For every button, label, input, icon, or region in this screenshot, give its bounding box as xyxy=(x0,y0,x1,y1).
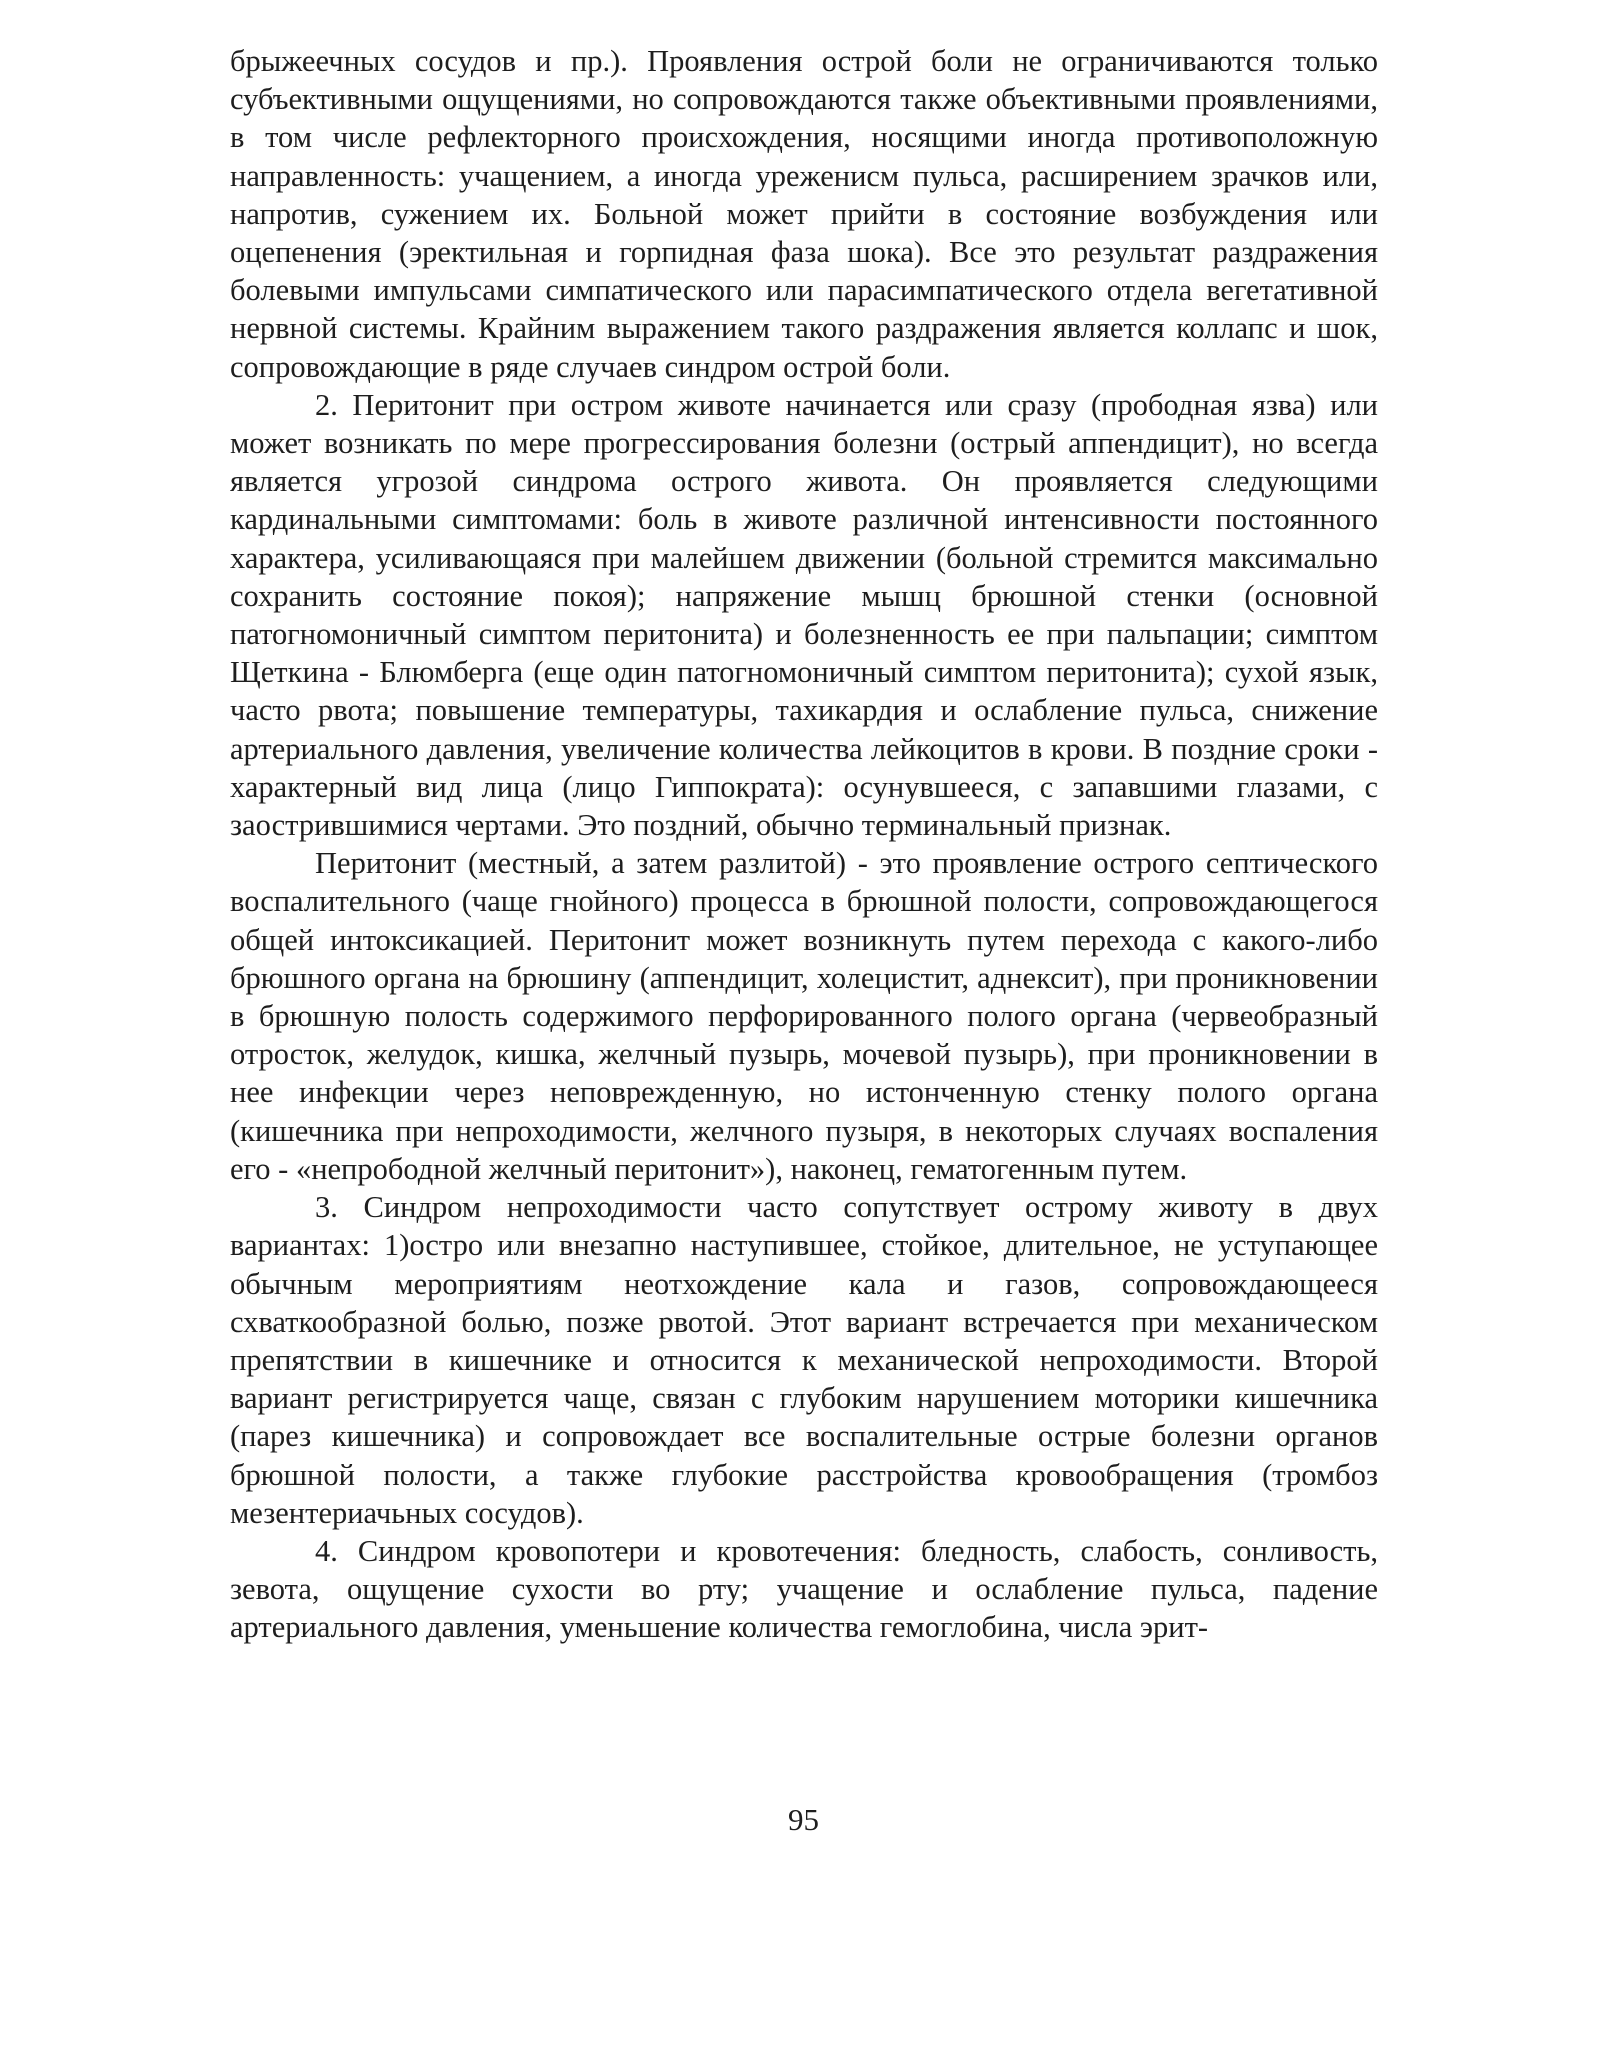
body-text xyxy=(230,42,1378,1647)
paragraph-peritonitis-syndrome: 2. Перитонит при остром животе начинается или сразу (прободная язва) или может возникать по мере прогрессирования болезни (острый аппендицит), но всегда является угрозой синдрома острого живота. Он проявляется следующими кардинальными симптомами: боль в животе различной интенсивности постоянного характера, усиливающаяся при малейшем движении (больной стремится максимально сохранить состояние покоя); напряжение мышц брюшной стенки (основной патогномоничный симптом перитонита) и болезненность ее при пальпации; симптом Щеткина - Блюмберга (еще один патогномоничный симптом перитонита); сухой язык, часто рвота; повышение температуры, тахикардия и ослабление пульса, снижение артериального давления, увеличение количества лейкоцитов в крови. В поздние сроки - характерный вид лица (лицо Гиппократа): осунувшееся, с запавшими глазами, с заострившимися чертами. Это поздний, обычно терминальный признак. xyxy=(230,387,1378,843)
page-number: 95 xyxy=(788,1802,819,1837)
paragraph-acute-pain-continuation: брыжеечных сосудов и пр.). Проявления острой боли не ограничиваются только субъективными ощущениями, но сопровождаются также объективными проявлениями, в том числе рефлекторного происхождения, носящими иногда противоположную направленность: учащением, а иногда урежениcм пульса, расширением зрачков или, напротив, сужением их. Больной может прийти в состояние возбуждения или оцепенения (эректильная и горпидная фаза шока). Все это результат раздражения болевыми импульсами симпатического или парасимпатического отдела вегетативной нервной системы. Крайним выражением такого раздражения является коллапс и шок, сопровождающие в ряде случаев синдром острой боли. xyxy=(230,44,1378,384)
paragraph-blood-loss-syndrome: 4. Синдром кровопотери и кровотечения: бледность, слабость, сонливость, зевота, ощущение сухости во рту; учащение и ослабление пульса, падение артериального давления, уменьшение количества гемоглобина, числа эрит- xyxy=(230,1533,1378,1645)
paragraph-obstruction-syndrome: 3. Синдром непроходимости часто сопутствует острому животу в двух вариантах: 1)остро или внезапно наступившее, стойкое, длительное, не уступающее обычным мероприятиям неотхождение кала и газов, сопровождающееся схваткообразной болью, позже рвотой. Этот вариант встречается при механическом препятствии в кишечнике и относится к механической непроходимости. Второй вариант регистрируется чаще, связан с глубоким нарушением моторики кишечника (парез кишечника) и сопровождает все воспалительные острые болезни органов брюшной полости, а также глубокие расстройства кровообращения (тромбоз мезентериачьных сосудов). xyxy=(230,1190,1378,1530)
paragraph-peritonitis-definition: Перитонит (местный, а затем разлитой) - это проявление острого септического воспалительного (чаще гнойного) процесса в брюшной полости, сопровождающегося общей интоксикацией. Перитонит может возникнуть путем перехода с какого-либо брюшного органа на брюшину (аппендицит, холецистит, аднексит), при проникновении в брюшную полость содержимого перфорированного полого органа (червеобразный отросток, желудок, кишка, желчный пузырь, мочевой пузырь), при проникновении в нее инфекции через неповрежденную, но истонченную стенку полого органа (кишечника при непроходимости, желчного пузыря, в некоторых случаях воспаления его - «непрободной желчный перитонит»), наконец, гематогенным путем. xyxy=(230,846,1378,1186)
